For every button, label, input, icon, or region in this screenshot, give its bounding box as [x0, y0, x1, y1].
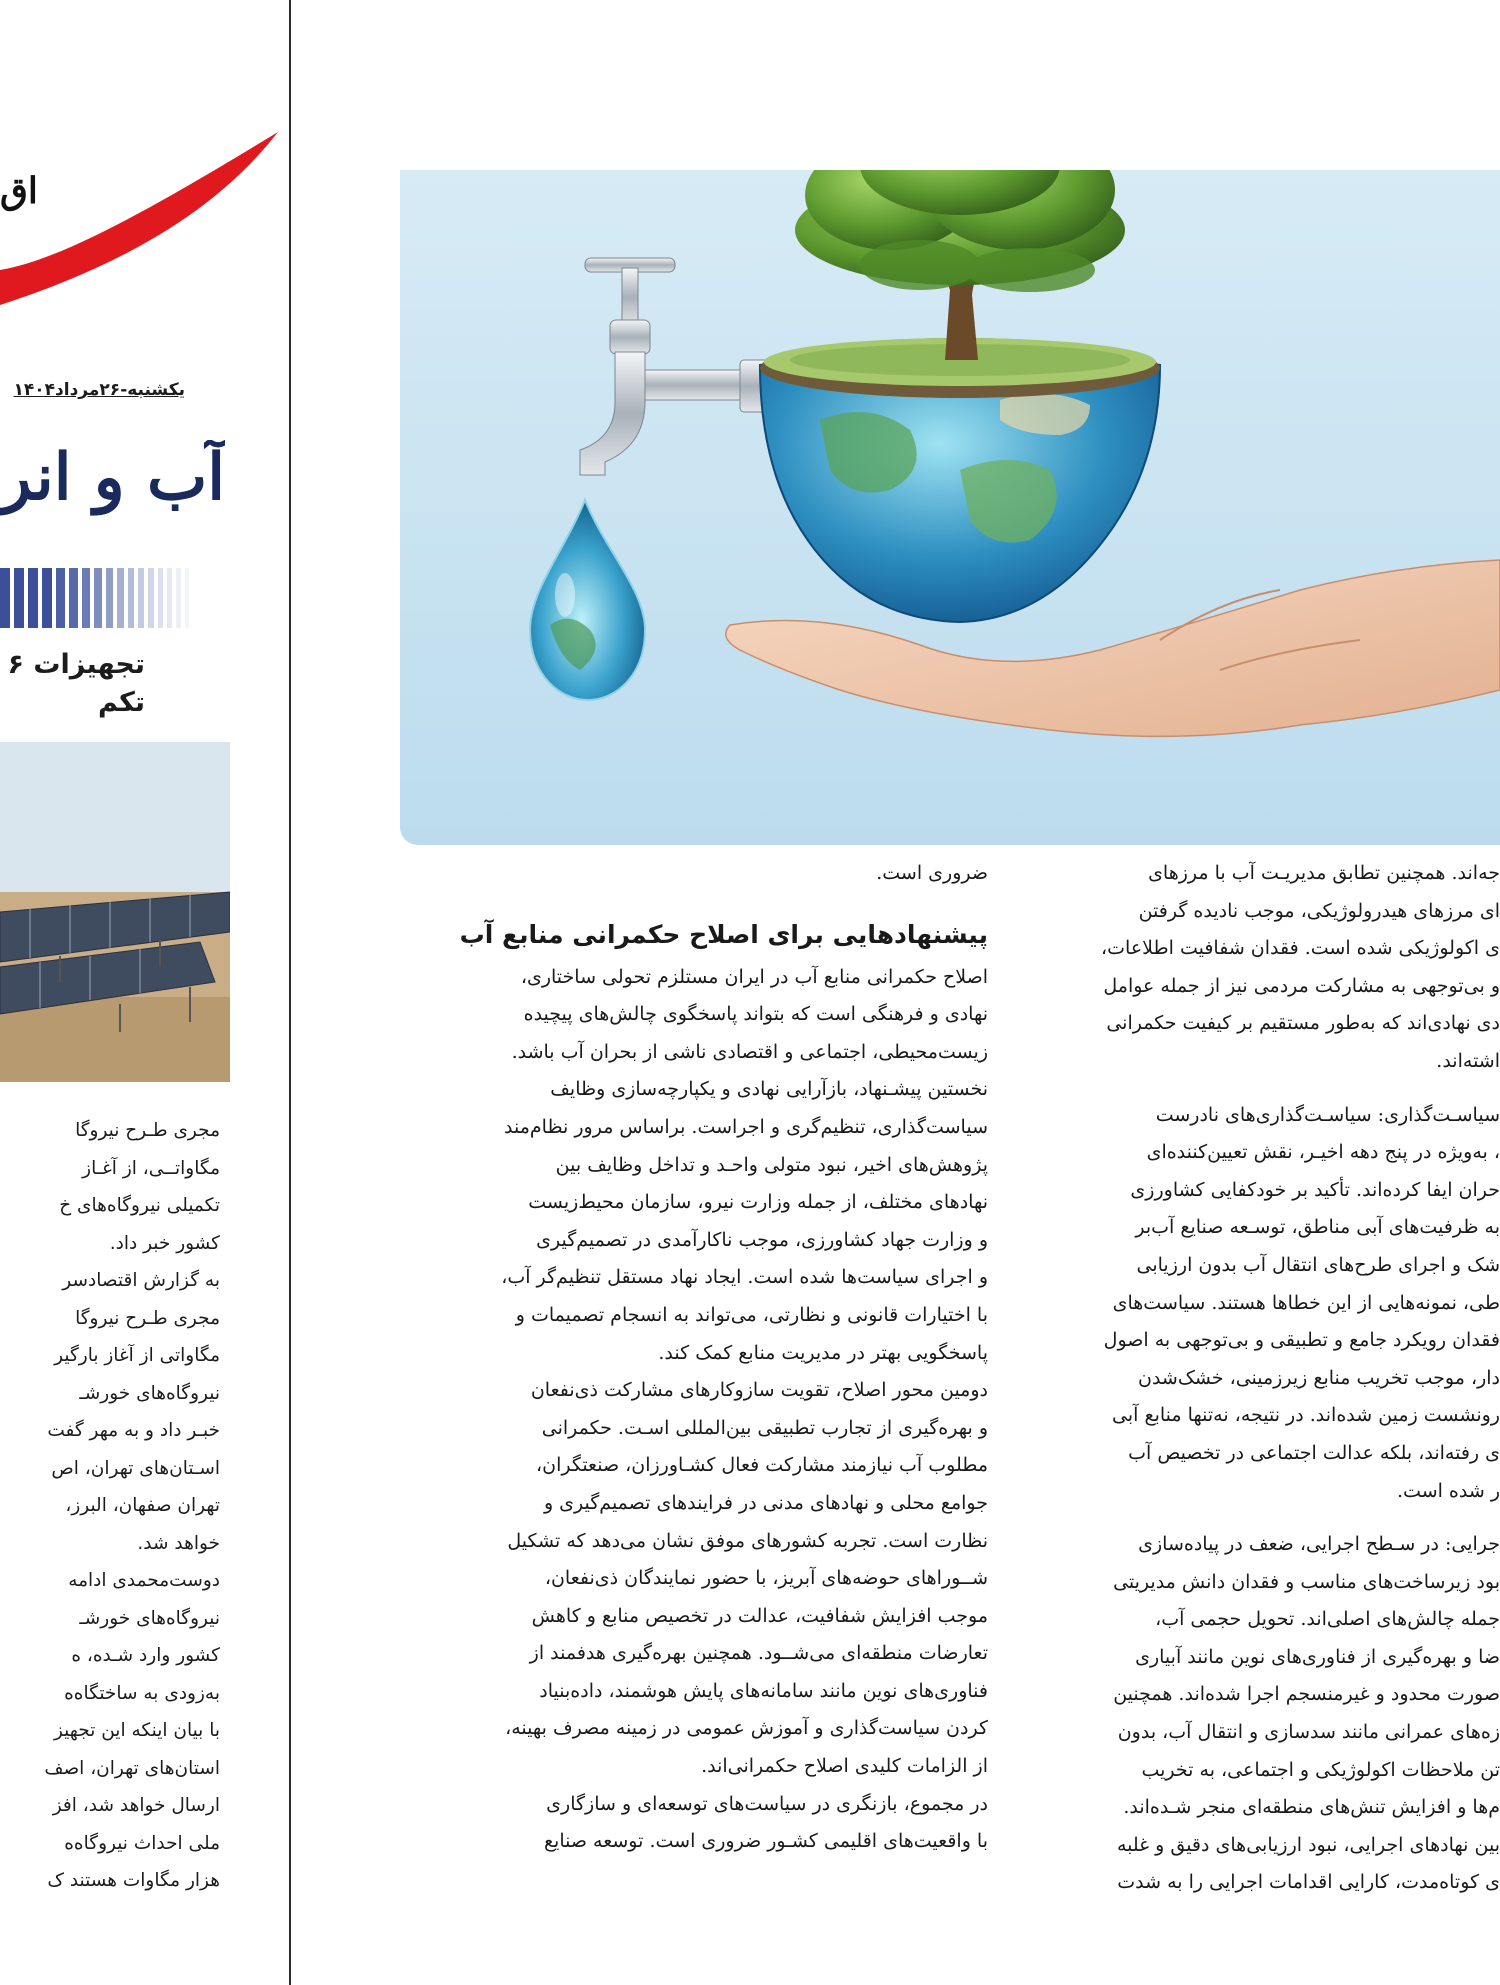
masthead-logo-text: اق — [0, 170, 38, 212]
paragraph-line: جوامع محلی و نهادهای مدنی در فرایندهای تصمیم‌گیری و — [543, 1491, 988, 1514]
paragraph-line: و بهره‌گیری از تجارب تطبیقی بین‌المللی اسـت. حکمرانی — [541, 1416, 988, 1439]
body-line: مگاواتــی، از آغـاز — [82, 1157, 220, 1179]
illustration-svg — [400, 170, 1500, 845]
paragraph-line: با واقعیت‌های اقلیمی کشـور ضروری است. توسعه صنایع — [543, 1830, 988, 1853]
paragraph-line: جرایی: در سـطح اجرایی، ضعف در پیاده‌سازی — [1138, 1533, 1500, 1556]
body-line: نیروگاه‌های خورشـ — [79, 1382, 220, 1404]
paragraph-line: دار، موجب تخریب منابع زیرزمینی، خشک‌شدن — [1137, 1366, 1500, 1389]
paragraph-line: بین نهادهای اجرایی، نبود ارزیابی‌های دقیق و غلبه — [1116, 1833, 1500, 1856]
paragraph-line: به ظرفیت‌های آبی مناطق، توسـعه صنایع آب‌بر — [1135, 1216, 1500, 1239]
body-line: با بیان اینکه این تجهیز — [53, 1720, 220, 1741]
paragraph-line: تعارضات منطقه‌ای می‌شــود. همچنین بهره‌گیری هدفمند از — [529, 1642, 988, 1665]
paragraph-line: دومین محور اصلاح، تقویت سازوکارهای مشارکت ذی‌نفعان — [530, 1379, 988, 1402]
body-line: مجری طـرح نیروگا — [75, 1307, 220, 1329]
paragraph-line: ی اکولوژیکی شده است. فقدان شفافیت اطلاعات، — [1101, 937, 1500, 960]
paragraph-line: م‌ها و افزایش تنش‌های منطقه‌ای منجر شـده‌اند. — [1123, 1796, 1500, 1819]
body-line: کشور خبر داد. — [109, 1232, 220, 1254]
body-line: مگاواتی از آغاز بارگیر — [54, 1345, 220, 1366]
paragraph-line: مطلوب آب نیازمند مشارکت فعال کشـاورزان، صنعتگران، — [535, 1454, 988, 1477]
paragraph-line: حران ایفا کرده‌اند. تأکید بر خودکفایی کشاورزی — [1130, 1178, 1500, 1201]
paragraph-line: از الزامات کلیدی اصلاح حکمرانی‌اند. — [701, 1755, 988, 1778]
body-line: اسـتان‌های تهران، اص — [51, 1457, 220, 1479]
paragraph-line: جمله چالش‌های اصلی‌اند. تحویل حجمی آب، — [1155, 1608, 1500, 1631]
water-tree-globe-illustration — [400, 170, 1500, 845]
paragraph-line: نهادی و فرهنگی است که بتواند پاسخگوی چالش‌های پیچیده — [523, 1003, 988, 1026]
paragraph-line: سیاسـت‌گذاری: سیاسـت‌گذاری‌های نادرست — [1155, 1103, 1500, 1126]
paragraph-line: اصلاح حکمرانی منابع آب در ایران مستلزم تحولی ساختاری، — [520, 965, 988, 988]
paragraph-line: ، به‌ویژه در پنج دهه اخیـر، نقش تعیین‌کننده‌ای — [1146, 1141, 1500, 1164]
paragraph-line: موجب افزایش شفافیت، عدالت در تخصیص منابع و کاهش — [531, 1604, 988, 1627]
paragraph-line: نهادهای مختلف، از جمله وزارت نیرو، سازمان محیط‌زیست — [528, 1191, 988, 1214]
section-stripes-decoration — [0, 568, 225, 628]
paragraph-line: تن ملاحظات اکولوژیکی و اجتماعی، به تخریب — [1141, 1758, 1500, 1781]
adjacent-page — [0, 0, 290, 1985]
headline-line-1: تجهیزات ۶ — [7, 649, 145, 680]
article-lead-line: ضروری است. — [876, 862, 988, 884]
paragraph-line: و بی‌توجهی به مشارکت مردمی نیز از جمله عوامل — [1103, 974, 1500, 997]
paragraph-line: در مجموع، بازنگری در سیاست‌های توسعه‌ای و سازگاری — [546, 1792, 988, 1815]
paragraph-line: فناوری‌های نوین مانند سامانه‌های پایش هوشمند، داده‌بنیاد — [539, 1679, 988, 1702]
paragraph-line: رونشست زمین شده‌اند. در نتیجه، نه‌تنها منابع آبی — [1112, 1404, 1500, 1427]
body-line: ملی احداث نیروگاه‌ه — [64, 1832, 220, 1854]
paragraph-line: فقدان رویکرد جامع و تطبیقی و بی‌توجهی به اصول — [1103, 1329, 1500, 1352]
paragraph-line: ر شده است. — [1397, 1479, 1500, 1502]
article-column-middle — [400, 855, 988, 1861]
paragraph-line: با اختیارات قانونی و نظارتی، می‌تواند به انسجام تصمیمات و — [515, 1303, 988, 1326]
paragraph-line: ضا و بهره‌گیری از فناوری‌های نوین مانند آبیاری — [1135, 1645, 1500, 1668]
body-line: به‌زودی به ساختگاه‌ه — [64, 1682, 220, 1704]
paragraph-gap — [1035, 1510, 1500, 1526]
paragraph-line: و اجرای سیاست‌ها شده است. ایجاد نهاد مستقل تنظیم‌گر آب، — [501, 1266, 988, 1289]
body-line: تکمیلی نیروگاه‌های خ — [59, 1195, 220, 1216]
paragraph-line: شــوراهای حوضه‌های آبریز، با حضور نمایندگان ذی‌نفعان، — [544, 1567, 988, 1590]
paragraph-gap — [1035, 1081, 1500, 1097]
article-column-right — [1035, 855, 1500, 1902]
paragraph-line: زه‌های عمرانی مانند سدسازی و انتقال آب، بدون — [1117, 1721, 1500, 1744]
body-line: خبـر داد و به مهر گفت — [47, 1420, 220, 1441]
paragraph-line: جه‌اند. همچنین تطابق مدیریـت آب با مرزهای — [1148, 862, 1500, 884]
paragraph-line: دی نهادی‌اند که به‌طور مستقیم بر کیفیت حکمرانی — [1106, 1012, 1500, 1035]
article-subheading: پیشنهادهایی برای اصلاح حکمرانی منابع آب — [459, 919, 988, 949]
body-line: به گزارش اقتصادسر — [62, 1270, 220, 1291]
paragraph-line: زیست‌محیطی، اجتماعی و اقتصادی ناشی از بحران آب باشد. — [511, 1040, 988, 1063]
side-article-headline — [0, 646, 145, 726]
paragraph-line: و وزارت جهاد کشاورزی، موجب ناکارآمدی در تصمیم‌گیری — [536, 1228, 988, 1251]
headline-line-2: تکم — [97, 687, 145, 718]
body-line: تهران صفهان، البرز، — [65, 1495, 220, 1516]
side-article-body — [0, 1112, 220, 1900]
body-line: استان‌های تهران، اصف — [44, 1757, 220, 1779]
paragraph-line: پژوهش‌های اخیر، نبود متولی واحـد و تداخل وظایف بین — [555, 1153, 988, 1176]
paragraph-line: اشته‌اند. — [1436, 1049, 1500, 1072]
body-line: هزار مگاوات هستند ک — [47, 1870, 220, 1891]
masthead-swoosh-logo — [0, 120, 290, 320]
paragraph-line: پاسخگویی بهتر در مدیریت منابع کمک کند. — [658, 1341, 988, 1364]
paragraph-line: بود زیرساخت‌های مناسب و فقدان دانش مدیریتی — [1113, 1570, 1500, 1593]
paragraph-line: ای مرزهای هیدرولوژیکی، موجب نادیده گرفتن — [1138, 899, 1500, 922]
issue-date: یکشنبه-۲۶مرداد۱۴۰۴ — [13, 380, 185, 400]
paragraph-line: شک و اجرای طرح‌های انتقال آب بدون ارزیابی — [1136, 1253, 1500, 1276]
section-title: آب و انر — [0, 440, 225, 515]
body-line: خواهد شد. — [137, 1532, 220, 1554]
body-line: دوست‌محمدی ادامه — [68, 1570, 220, 1591]
paragraph-line: صورت محدود و غیرمنسجم اجرا شده‌اند. همچنین — [1113, 1683, 1500, 1706]
body-line: ارسال خواهد شد، افز — [52, 1795, 220, 1816]
paragraph-line: طی، نمونه‌هایی از این خطاها هستند. سیاست‌های — [1112, 1291, 1500, 1314]
solar-farm-photo — [0, 742, 230, 1082]
paragraph-line: سیاست‌گذاری، تنظیم‌گری و اجراست. براساس مرور نظام‌مند — [504, 1115, 988, 1138]
paragraph-line: نخستین پیشـنهاد، بازآرایی نهادی و یکپارچه‌سازی وظایف — [550, 1078, 988, 1101]
body-line: نیروگاه‌های خورشـ — [79, 1607, 220, 1629]
body-line: کشور وارد شـده، ه — [71, 1645, 220, 1666]
column-rule — [289, 0, 291, 1985]
paragraph-line: ی کوتاه‌مدت، کارایی اقدامات اجرایی را به شدت — [1117, 1871, 1500, 1894]
paragraph-line: ی رفته‌اند، بلکه عدالت اجتماعی در تخصیص آب — [1128, 1441, 1500, 1464]
paragraph-line: نظارت است. تجربه کشورهای موفق نشان می‌دهد که تشکیل — [507, 1529, 988, 1552]
body-line: مجری طـرح نیروگا — [75, 1120, 220, 1141]
paragraph-line: کردن سیاست‌گذاری و آموزش عمومی در زمینه مصرف بهینه، — [505, 1717, 988, 1740]
